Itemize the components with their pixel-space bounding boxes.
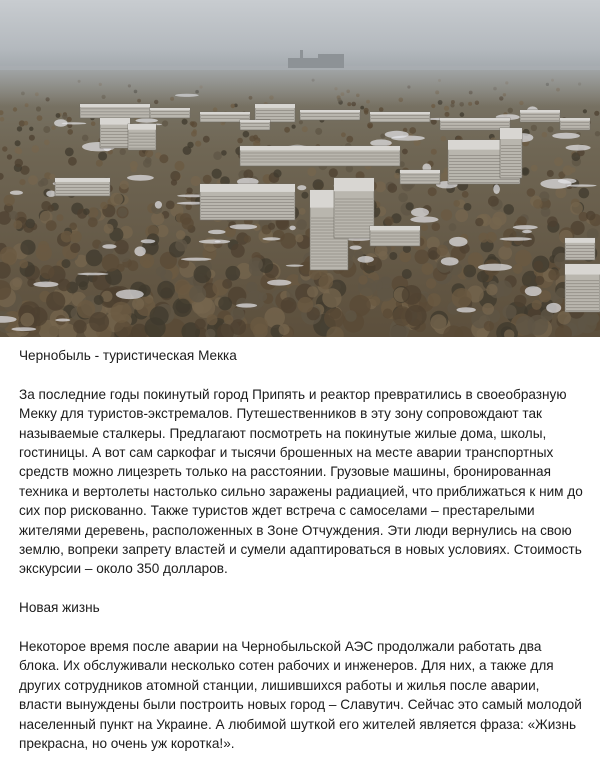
tree <box>279 324 290 335</box>
snow-patch <box>55 319 70 322</box>
snow-patch <box>181 258 212 261</box>
snow-patch <box>267 280 291 286</box>
aerial-city-photo <box>0 0 600 337</box>
tree <box>455 209 468 222</box>
tree <box>324 308 344 328</box>
snow-patch <box>566 145 591 151</box>
tree <box>388 183 398 193</box>
tree <box>27 278 36 287</box>
snow-patch <box>116 290 144 300</box>
building-roof <box>565 238 595 243</box>
snow-patch <box>522 230 532 233</box>
tree <box>157 281 175 299</box>
tree <box>70 243 80 253</box>
tree <box>159 154 168 163</box>
snow-patch <box>546 303 561 313</box>
tree <box>402 269 412 279</box>
tree <box>17 149 23 155</box>
tree <box>299 208 306 215</box>
tree <box>570 167 576 173</box>
snow-patch <box>457 307 476 312</box>
snow-patch <box>215 240 221 242</box>
tree <box>203 175 212 184</box>
tree <box>557 311 571 325</box>
snow-patch <box>350 246 362 250</box>
tree <box>29 135 35 141</box>
tree <box>15 159 23 167</box>
building-roof <box>100 118 130 125</box>
tree <box>405 305 427 327</box>
snow-patch <box>102 244 116 249</box>
tree <box>484 321 494 331</box>
tree <box>284 127 290 133</box>
tree <box>182 119 188 125</box>
tree <box>89 312 109 332</box>
tree <box>555 187 566 198</box>
tree <box>402 285 422 305</box>
section-heading-chernobyl: Чернобыль - туристическая Мекка <box>19 348 237 363</box>
tree <box>222 279 232 289</box>
snow-patch <box>410 216 438 222</box>
tree <box>61 231 73 243</box>
tree <box>29 127 33 131</box>
tree <box>460 112 465 117</box>
snow-patch <box>155 201 162 209</box>
snow-patch <box>493 184 500 194</box>
tree <box>482 303 494 315</box>
tree <box>218 297 232 311</box>
tree <box>237 138 243 144</box>
building-roof <box>370 226 420 230</box>
tree <box>203 136 210 143</box>
tree <box>176 299 191 314</box>
tree <box>502 305 516 319</box>
snow-patch <box>552 133 580 139</box>
tree <box>402 149 408 155</box>
snow-patch <box>136 118 158 122</box>
tree <box>258 292 267 301</box>
tree <box>496 280 512 296</box>
tree <box>427 293 440 306</box>
tree <box>445 112 450 117</box>
tree <box>19 260 28 269</box>
tree <box>368 124 373 129</box>
tree <box>370 296 380 306</box>
tree <box>100 202 107 209</box>
tree <box>516 316 536 336</box>
tree <box>15 140 21 146</box>
tree <box>533 261 543 271</box>
snow-patch <box>286 265 304 267</box>
tree <box>4 195 15 206</box>
tree <box>315 128 322 135</box>
building-roof <box>334 178 374 191</box>
tree <box>145 149 153 157</box>
tree <box>12 277 22 287</box>
tree <box>40 265 54 279</box>
tree <box>462 191 469 198</box>
tree <box>143 260 152 269</box>
tree <box>584 310 599 325</box>
snow-patch <box>141 239 156 243</box>
tree <box>296 219 307 230</box>
snow-patch <box>500 237 533 240</box>
tree <box>542 132 548 138</box>
tree <box>67 117 72 122</box>
tree <box>292 125 296 129</box>
tree <box>489 217 502 230</box>
tree <box>398 193 408 203</box>
tree <box>36 245 52 261</box>
tree <box>503 204 514 215</box>
tree <box>231 244 245 258</box>
tree <box>145 157 152 164</box>
building-roof <box>200 184 295 192</box>
tree <box>554 157 563 166</box>
snow-patch <box>358 256 374 263</box>
tree <box>0 247 17 264</box>
tree <box>475 218 483 226</box>
tree <box>346 136 353 143</box>
tree <box>541 207 551 217</box>
tree <box>389 252 397 260</box>
tree <box>57 214 64 221</box>
tree <box>132 298 144 310</box>
tree <box>62 114 67 119</box>
tree <box>307 167 316 176</box>
tree <box>358 275 367 284</box>
tree <box>19 179 25 185</box>
building-roof <box>520 110 560 113</box>
tree <box>488 196 499 207</box>
tree <box>82 135 89 142</box>
tree <box>68 157 77 166</box>
building-roof <box>440 118 510 121</box>
snow-patch <box>289 226 295 231</box>
tree <box>313 179 324 190</box>
tree <box>224 315 234 325</box>
tree <box>58 279 71 292</box>
tree <box>426 278 436 288</box>
snow-patch <box>263 237 281 240</box>
snow-patch <box>77 273 108 276</box>
tree <box>94 295 104 305</box>
tree <box>273 169 281 177</box>
tree <box>486 284 497 295</box>
tree <box>547 126 553 132</box>
tree <box>583 109 587 113</box>
tree <box>193 303 204 314</box>
tree <box>452 288 472 308</box>
tree <box>249 257 263 271</box>
snow-patch <box>411 208 429 217</box>
tree <box>13 107 17 111</box>
tree <box>441 209 452 220</box>
building-roof <box>128 124 156 130</box>
tree <box>187 142 193 148</box>
tree <box>513 264 523 274</box>
tree <box>345 310 357 322</box>
paragraph-slavutych: Некоторое время после аварии на Чернобыльской АЭС продолжали работать два блока. Их обслуживали несколько сотен рабочих и инженеров. Для них, а также для других сотрудников атомной станции, лишившихся работы и жилья после аварии, власти вынуждены были построить новых город – Славутич. Сейчас это самый молодой населенный пункт на Украине. А любимой шуткой его жителей является фраза: «Жизнь прекрасна, но очень уж коротка!». <box>19 639 582 752</box>
tree <box>120 149 126 155</box>
building-roof <box>300 110 360 112</box>
tree <box>9 211 18 220</box>
horizon-haze <box>0 66 600 106</box>
tree <box>298 297 314 313</box>
tree <box>441 136 447 142</box>
tree <box>535 276 544 285</box>
tree <box>449 223 457 231</box>
tree <box>531 125 537 131</box>
tree <box>213 107 218 112</box>
snow-patch <box>54 119 67 127</box>
tree <box>56 113 61 118</box>
tree <box>195 141 201 147</box>
tree <box>406 202 414 210</box>
snow-patch <box>134 246 145 256</box>
tree <box>253 135 258 140</box>
snow-patch <box>525 286 542 296</box>
tree <box>463 265 476 278</box>
tree <box>114 320 131 337</box>
building-roof <box>200 112 250 114</box>
tree <box>111 302 132 323</box>
tree <box>384 216 393 225</box>
tree <box>44 140 50 146</box>
tree <box>301 192 308 199</box>
tree <box>175 239 187 251</box>
building-roof <box>560 118 590 121</box>
tree <box>187 188 193 194</box>
tree <box>46 292 65 311</box>
tree <box>83 208 90 215</box>
tree <box>79 281 88 290</box>
tree <box>213 151 222 160</box>
tree <box>533 199 543 209</box>
tree <box>364 110 368 114</box>
tree <box>25 219 35 229</box>
tree <box>244 235 251 242</box>
tree <box>428 187 437 196</box>
tree <box>430 314 446 330</box>
snow-patch <box>370 139 392 146</box>
tree <box>527 188 536 197</box>
tree <box>243 131 250 138</box>
tree <box>166 201 175 210</box>
snow-patch <box>199 240 230 244</box>
tree <box>594 111 599 116</box>
tree <box>379 107 384 112</box>
tree <box>547 170 554 177</box>
tree <box>65 148 74 157</box>
tree <box>421 263 433 275</box>
tree <box>431 149 437 155</box>
tree <box>322 288 341 307</box>
tree <box>170 171 180 181</box>
snow-patch <box>127 175 154 181</box>
tree <box>13 220 22 229</box>
tree <box>508 108 513 113</box>
snow-patch <box>236 303 257 307</box>
tree <box>250 317 268 335</box>
article-body <box>19 346 584 753</box>
tree <box>195 319 206 330</box>
tree <box>221 150 227 156</box>
tree <box>62 259 71 268</box>
tree <box>2 146 7 151</box>
tree <box>191 176 201 186</box>
snow-patch <box>567 184 597 186</box>
tree <box>104 224 114 234</box>
tree <box>479 233 489 243</box>
tree <box>341 132 346 137</box>
tree <box>96 160 103 167</box>
tree <box>37 115 43 121</box>
tree <box>51 126 55 130</box>
tree <box>415 249 430 264</box>
tree <box>531 165 538 172</box>
tree <box>281 297 297 313</box>
tree <box>176 230 186 240</box>
tree <box>28 175 38 185</box>
tree <box>24 121 29 126</box>
section-heading-new-life: Новая жизнь <box>19 600 100 616</box>
building-roof <box>565 264 600 275</box>
tree <box>514 295 526 307</box>
tree <box>193 129 197 133</box>
tree <box>180 213 192 225</box>
building-roof <box>150 108 190 110</box>
tree <box>38 180 44 186</box>
tree <box>307 286 318 297</box>
tree <box>130 161 138 169</box>
tree <box>547 216 558 227</box>
tree <box>532 300 542 310</box>
tree <box>110 193 123 206</box>
tree <box>295 234 303 242</box>
snow-patch <box>10 191 23 195</box>
tree <box>156 266 166 276</box>
tree <box>464 203 472 211</box>
tree <box>299 120 303 124</box>
snow-patch <box>478 264 512 271</box>
tree <box>595 131 600 136</box>
tree <box>586 211 596 221</box>
building-roof <box>240 120 270 122</box>
tree <box>548 269 559 280</box>
tree <box>41 201 51 211</box>
tree <box>268 223 275 230</box>
tree <box>43 126 50 133</box>
snow-patch <box>449 237 467 247</box>
tree <box>212 169 222 179</box>
tree <box>522 168 529 175</box>
tree <box>394 173 400 179</box>
snow-patch <box>208 230 226 234</box>
tree <box>102 254 120 272</box>
building-roof <box>55 178 110 182</box>
building-roof <box>370 112 430 114</box>
tree <box>20 313 34 327</box>
tree <box>175 279 191 295</box>
tree <box>88 217 98 227</box>
tree <box>194 265 212 283</box>
snow-patch <box>33 282 58 288</box>
tree <box>32 145 40 153</box>
tree <box>498 246 512 260</box>
tree <box>73 320 87 334</box>
tree <box>383 309 393 319</box>
snow-patch <box>540 179 571 189</box>
paragraph-tourism: За последние годы покинутый город Припять и реактор превратились в своеобразную Мекку для туристов-экстремалов. Путешественников в эту зону сопровождают так называемые сталкеры. Предлагают посмотреть на покинутые жилые дома, школы, гостиницы. А вот сам саркофаг и тысячи брошенных на месте аварии транспортных средств можно лицезреть только на расстоянии. Грузовые машины, бронированная техника и вертолеты настолько сильно заражены радиацией, что приближаться к ним до сих пор рискованно. Также туристов ждет встреча с самоселами – престарелыми жителями деревень, расположенных в Зоне Отчуждения. Эти люди вернулись на свою землю, вопреки запрету властей и сумели адаптироваться в новых условиях. Стоимость экскурсии – около 350 долларов. <box>19 386 583 577</box>
tree <box>225 266 240 281</box>
tree <box>162 120 168 126</box>
tree <box>432 222 441 231</box>
tree <box>49 174 55 180</box>
snow-patch <box>391 136 425 141</box>
tree <box>17 126 22 131</box>
tree <box>453 200 460 207</box>
tree <box>189 285 206 302</box>
building-roof <box>400 170 440 173</box>
building-roof <box>240 146 400 150</box>
tree <box>98 152 107 161</box>
tree <box>437 245 448 256</box>
tree <box>118 208 127 217</box>
tree <box>444 106 449 111</box>
snow-patch <box>441 257 459 265</box>
snow-patch <box>46 191 56 197</box>
tree <box>7 154 12 159</box>
tree <box>191 121 197 127</box>
tree <box>329 168 338 177</box>
snow-patch <box>230 224 258 229</box>
tree <box>319 275 333 289</box>
tree <box>421 224 428 231</box>
tree <box>175 161 185 171</box>
tree <box>579 188 590 199</box>
snow-patch <box>297 185 306 190</box>
tree <box>380 134 385 139</box>
tree <box>120 180 129 189</box>
tree <box>67 129 73 135</box>
building-roof <box>500 128 522 139</box>
tree <box>207 314 218 325</box>
tree <box>91 121 96 126</box>
tree <box>360 106 364 110</box>
snow-patch <box>513 225 538 229</box>
tree <box>20 240 35 255</box>
tree <box>46 220 57 231</box>
tree <box>36 106 41 111</box>
tree <box>302 126 308 132</box>
snow-patch <box>11 327 36 331</box>
